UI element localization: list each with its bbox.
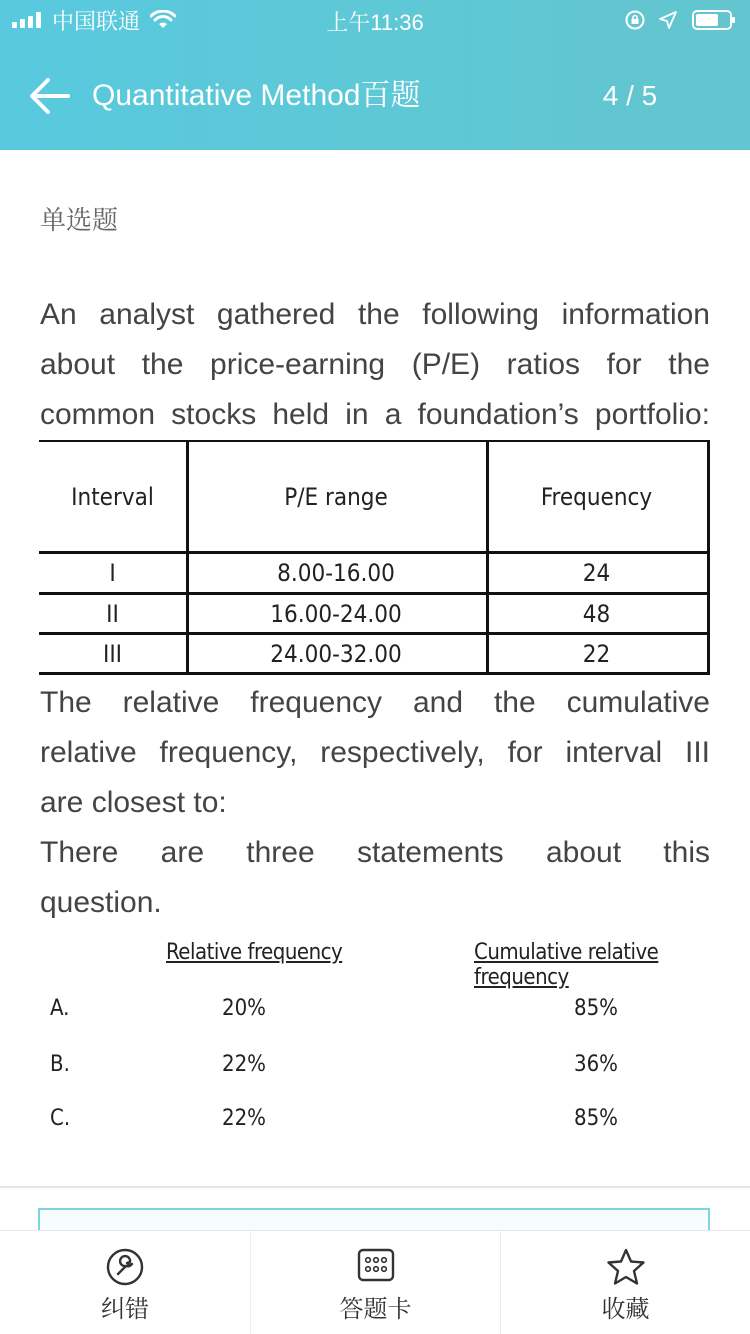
table-cell: 24 xyxy=(582,559,611,587)
location-arrow-icon xyxy=(658,10,678,30)
table-header-row xyxy=(39,442,710,551)
content-divider xyxy=(0,1186,750,1188)
tab-favorite[interactable] xyxy=(500,1231,750,1334)
table-cell: 8.00-16.00 xyxy=(277,559,395,587)
table-cell: 48 xyxy=(582,599,611,628)
table-header-cell: Interval xyxy=(71,482,154,511)
status-time: 上午11:36 xyxy=(326,10,424,35)
option-relative: 20% xyxy=(222,996,266,1021)
option-cumulative: 36% xyxy=(574,1052,618,1077)
wrench-icon xyxy=(105,1247,145,1287)
table-cell: II xyxy=(106,599,119,628)
option-letter: C. xyxy=(50,1106,71,1131)
tab-report-error[interactable] xyxy=(0,1231,250,1334)
question-type: 单选题 xyxy=(40,205,119,235)
followup-line: There are three statements about this xyxy=(40,836,710,869)
answer-card-icon xyxy=(356,1247,396,1283)
followup-line: question. xyxy=(40,886,162,919)
option-relative: 22% xyxy=(222,1106,266,1131)
option-letter: A. xyxy=(50,996,70,1021)
options-table xyxy=(0,930,750,1150)
option-b[interactable] xyxy=(0,1052,750,1092)
stem-line: An analyst gathered the following information xyxy=(40,298,710,331)
star-icon xyxy=(606,1247,646,1287)
option-a[interactable] xyxy=(0,996,750,1036)
table-row xyxy=(39,554,710,592)
option-header-relative: Relative frequency xyxy=(166,940,343,965)
battery-icon xyxy=(692,9,736,31)
question-stem xyxy=(40,290,710,440)
option-cumulative: 85% xyxy=(574,996,618,1021)
table-header-cell: Frequency xyxy=(540,482,653,511)
table-row xyxy=(39,635,710,672)
table-cell: III xyxy=(102,639,123,668)
table-cell: 16.00-24.00 xyxy=(270,599,402,628)
app-header xyxy=(0,0,750,150)
table-cell: 22 xyxy=(582,639,611,668)
tab-label: 答题卡 xyxy=(339,1296,412,1323)
option-header-cumulative: Cumulative relative frequency xyxy=(474,940,659,990)
back-button[interactable] xyxy=(26,74,74,118)
stem-line: common stocks held in a foundation’s portfolio: xyxy=(40,398,710,431)
table-cell: 24.00-32.00 xyxy=(270,639,402,668)
stem-line: about the price-earning (P/E) ratios for the xyxy=(40,348,710,381)
followup-line: relative frequency, respectively, for interval III xyxy=(40,736,710,769)
table-cell: I xyxy=(109,559,116,587)
followup-line: are closest to: xyxy=(40,786,227,819)
nav-bar xyxy=(0,60,750,132)
question-counter: 4 / 5 xyxy=(602,80,658,111)
bottom-toolbar xyxy=(0,1230,750,1334)
pe-ratio-table xyxy=(39,440,710,676)
option-cumulative: 85% xyxy=(574,1106,618,1131)
option-relative: 22% xyxy=(222,1052,266,1077)
tab-label: 收藏 xyxy=(601,1296,650,1323)
option-letter: B. xyxy=(50,1052,70,1077)
followup-line: The relative frequency and the cumulative xyxy=(40,686,710,719)
carrier-name: 中国联通 xyxy=(52,8,141,34)
option-c[interactable] xyxy=(0,1106,750,1146)
rotation-lock-icon xyxy=(624,9,646,31)
tab-answer-card[interactable] xyxy=(250,1231,500,1334)
status-right xyxy=(624,8,736,32)
status-bar xyxy=(0,0,750,40)
page-title: Quantitative Method百题 xyxy=(92,79,421,112)
tab-label: 纠错 xyxy=(101,1296,149,1323)
arrow-left-icon xyxy=(28,76,72,116)
question-followup xyxy=(40,678,710,928)
table-header-cell: P/E range xyxy=(284,482,388,511)
table-row xyxy=(39,595,710,632)
